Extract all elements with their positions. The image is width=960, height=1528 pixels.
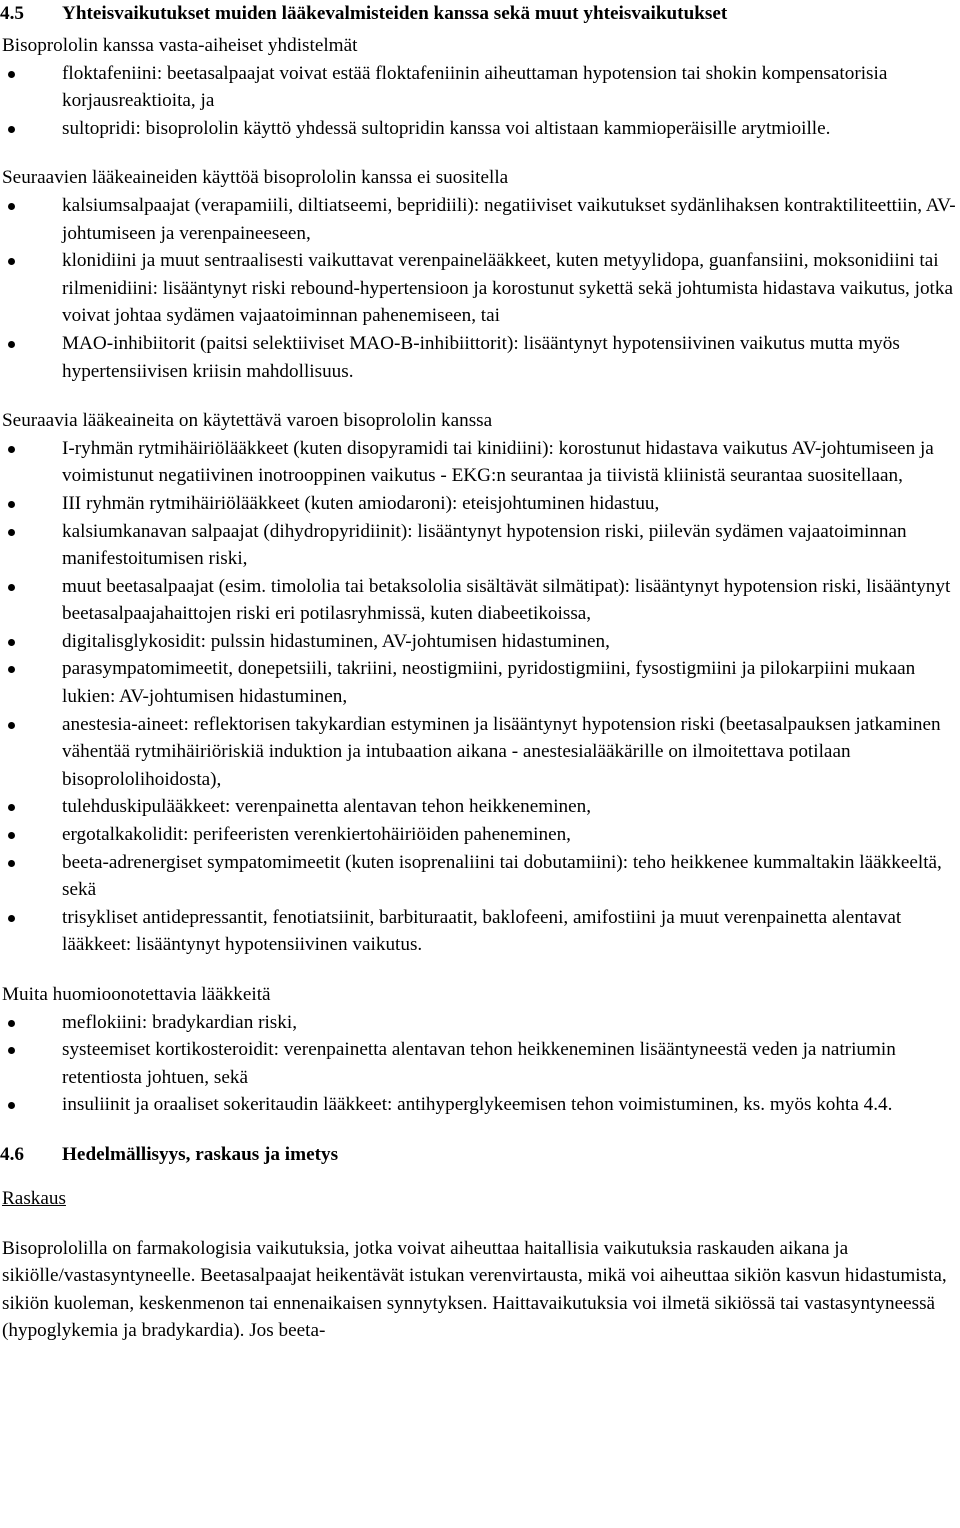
list-item: sultopridi: bisoprololin käyttö yhdessä sultopridin kanssa voi altistaan kammioperäisille arytmioille. [0, 115, 960, 143]
list-item: digitalisglykosidit: pulssin hidastuminen, AV-johtumisen hidastuminen, [0, 628, 960, 656]
group-intro-caution: Seuraavia lääkeaineita on käytettävä varoen bisoprololin kanssa [2, 410, 493, 432]
list-item: anestesia-aineet: reflektorisen takykardian estyminen ja lisääntynyt hypotension riski (beetasalpauksen jatkaminen vähentää rytmihäiriöriskiä induktion ja intubaation aikana - anestesialääkärille on ilmoitettava potilaan bisoprololihoidosta), [0, 711, 960, 794]
list-item: I-ryhmän rytmihäiriölääkkeet (kuten disopyramidi tai kinidiini): korostunut hidastava vaikutus AV-johtumiseen ja voimistunut negatiivinen inotrooppinen vaikutus - EKG:n seurantaa ja tiivistä kliinistä seurantaa suositellaan, [0, 435, 960, 490]
list-item: MAO-inhibiitorit (paitsi selektiiviset MAO-B-inhibiittorit): lisääntynyt hypotensiivinen vaikutus mutta myös hypertensiivisen kriisin mahdollisuus. [0, 330, 960, 385]
list-item: tulehduskipulääkkeet: verenpainetta alentavan tehon heikkeneminen, [0, 793, 960, 821]
list-item: muut beetasalpaajat (esim. timololia tai betaksololia sisältävät silmätipat): lisääntynyt hypotension riski, lisääntynyt beetasalpaajahaittojen riski eri potilasryhmissä, kuten diabeetikoissa, [0, 573, 960, 628]
list-item: kalsiumkanavan salpaajat (dihydropyridiinit): lisääntynyt hypotension riski, piilevän sydämen vajaatoiminnan manifestoitumisen riski, [0, 518, 960, 573]
section-number: 4.5 [0, 3, 24, 24]
section-title: Hedelmällisyys, raskaus ja imetys [62, 1143, 339, 1165]
subheading-pregnancy: Raskaus [2, 1187, 66, 1209]
list-item: trisykliset antidepressantit, fenotiatsiinit, barbituraatit, baklofeeni, amifostiini ja muut verenpainetta alentavat lääkkeet: lisääntynyt hypotensiivinen vaikutus. [0, 904, 960, 959]
list-item: III ryhmän rytmihäiriölääkkeet (kuten amiodaroni): eteisjohtuminen hidastuu, [0, 490, 960, 518]
list-item: klonidiini ja muut sentraalisesti vaikuttavat verenpainelääkkeet, kuten metyylidopa, guanfansiini, moksonidiini tai rilmenidiini: lisääntynyt riski rebound-hypertensioon ja korostunut sykettä sekä johtumista hidastava vaikutus, jotka voivat johtaa sydämen vajaatoiminnan pahenemiseen, tai [0, 247, 960, 330]
section-4-6-heading [0, 1141, 960, 1169]
list-item: kalsiumsalpaajat (verapamiili, diltiatseemi, bepridiili): negatiiviset vaikutukset sydänlihaksen kontraktiliteettiin, AV-johtumiseen ja verenpaineeseen, [0, 192, 960, 247]
bullet-list-contraindicated [0, 60, 960, 143]
pregnancy-paragraph: Bisoprololilla on farmakologisia vaikutuksia, jotka voivat aiheuttaa haitallisia vaikutuksia raskauden aikana ja sikiölle/vastasyntyneelle. Beetasalpaajat heikentävät istukan verenvirtausta, mikä voi aiheuttaa sikiön kasvun hidastumista, sikiön kuoleman, keskenmenon tai ennenaikaisen synnytyksen. Haittavaikutuksia voi ilmetä sikiössä tai vastasyntyneessä (hypoglykemia ja bradykardia). Jos beeta- [2, 1237, 947, 1342]
list-item: ergotalkakolidit: perifeeristen verenkiertohäiriöiden paheneminen, [0, 821, 960, 849]
list-item: parasympatomimeetit, donepetsiili, takriini, neostigmiini, pyridostigmiini, fysostigmiini ja pilokarpiini mukaan lukien: AV-johtumisen hidastuminen, [0, 655, 960, 710]
bullet-list-not-recommended [0, 192, 960, 385]
list-item: floktafeniini: beetasalpaajat voivat estää floktafeniinin aiheuttaman hypotension tai shokin kompensatorisia korjausreaktioita, ja [0, 60, 960, 115]
bullet-list-other [0, 1009, 960, 1119]
group-intro-not-recommended: Seuraavien lääkeaineiden käyttöä bisoprololin kanssa ei suositella [2, 167, 509, 189]
group-intro-contraindicated: Bisoprololin kanssa vasta-aiheiset yhdistelmät [2, 35, 358, 56]
bullet-list-caution [0, 435, 960, 959]
section-title: Yhteisvaikutukset muiden lääkevalmisteiden kanssa sekä muut yhteisvaikutukset [62, 3, 728, 24]
list-item: meflokiini: bradykardian riski, [0, 1009, 960, 1037]
group-intro-other: Muita huomioonotettavia lääkkeitä [2, 984, 271, 1005]
section-4-5-heading [0, 0, 960, 28]
list-item: beeta-adrenergiset sympatomimeetit (kuten isoprenaliini tai dobutamiini): teho heikkenee kummaltakin lääkkeeltä, sekä [0, 849, 960, 904]
list-item: systeemiset kortikosteroidit: verenpainetta alentavan tehon heikkeneminen lisääntyneestä veden ja natriumin retentiosta johtuen, sekä [0, 1036, 960, 1091]
list-item: insuliinit ja oraaliset sokeritaudin lääkkeet: antihyperglykeemisen tehon voimistuminen, ks. myös kohta 4.4. [0, 1091, 960, 1119]
section-number: 4.6 [0, 1143, 24, 1165]
